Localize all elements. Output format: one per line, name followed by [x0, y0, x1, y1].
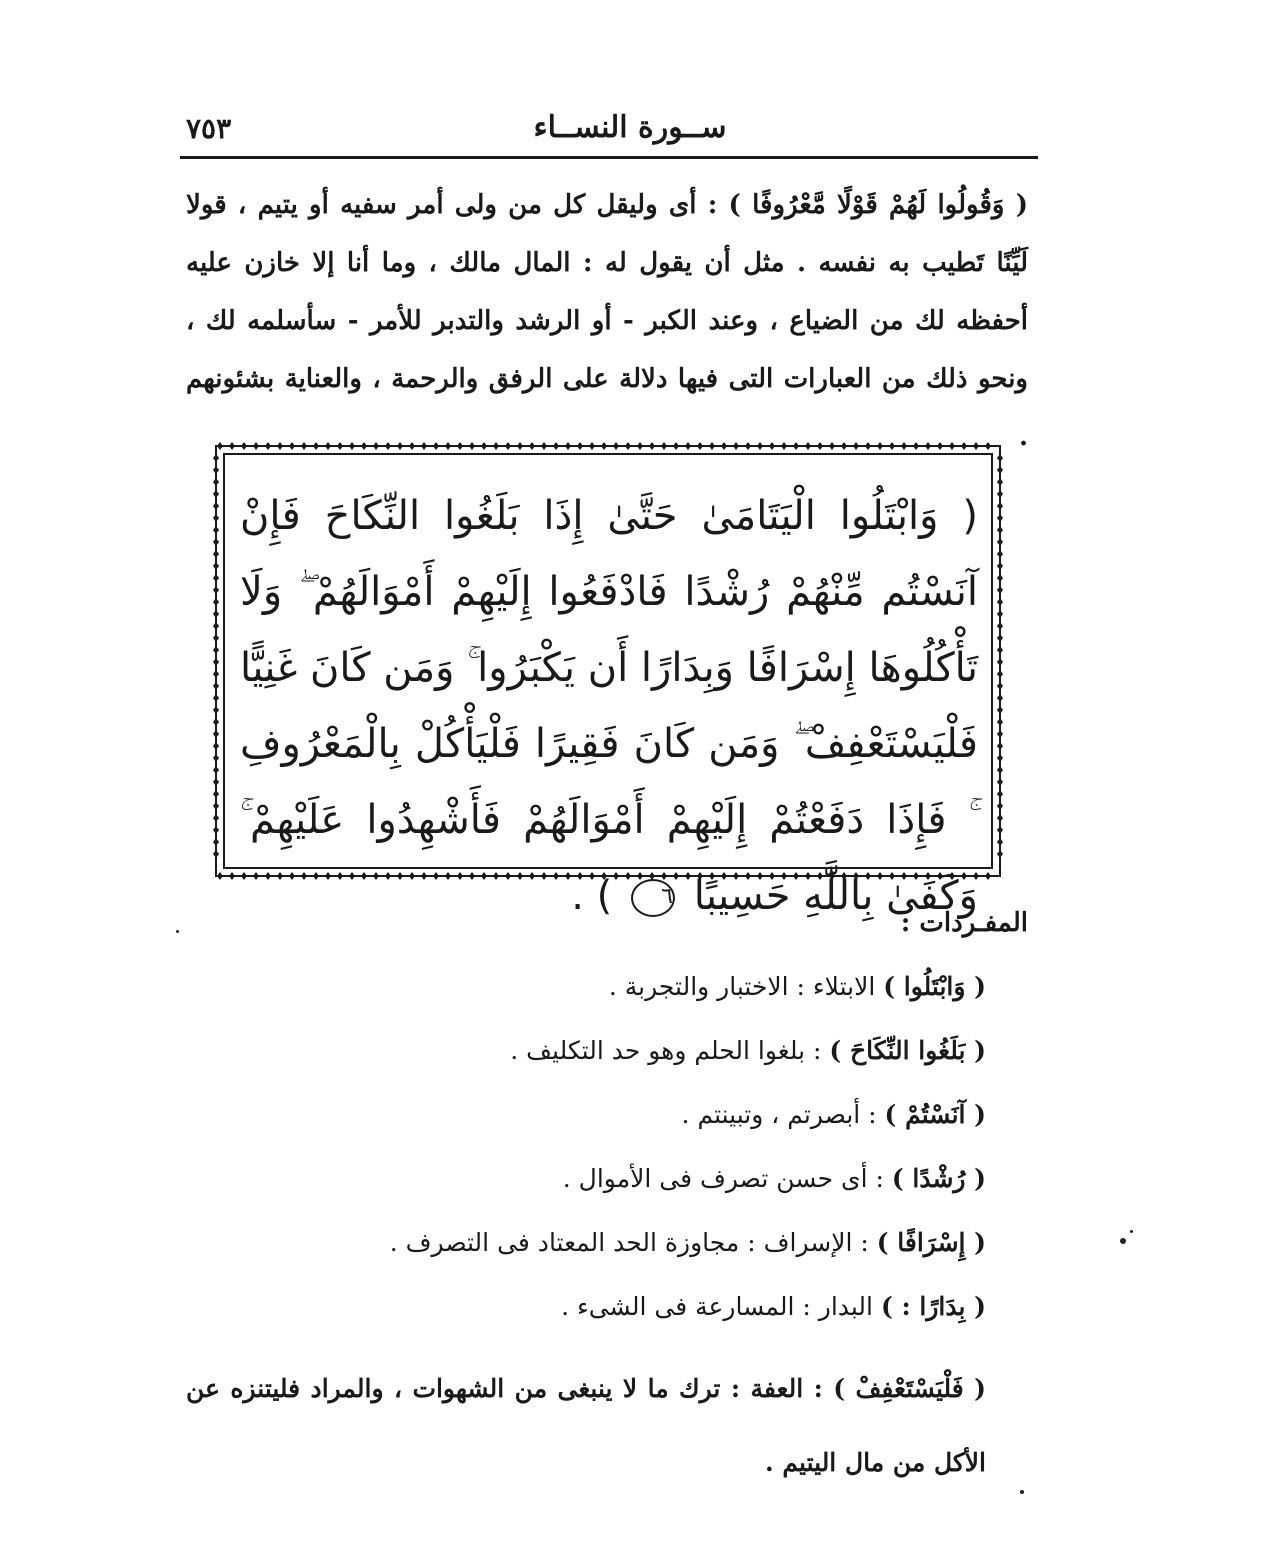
border-ornament	[213, 586, 219, 594]
border-ornament	[997, 754, 1003, 762]
border-ornament	[997, 766, 1003, 774]
border-ornament	[601, 442, 607, 450]
border-ornament	[577, 442, 583, 450]
border-ornament	[213, 814, 219, 822]
border-ornament	[997, 538, 1003, 546]
border-ornament	[997, 586, 1003, 594]
border-ornament	[997, 778, 1003, 786]
vocab-definition: : الإسراف : مجاوزة الحد المعتاد فى التصرف .	[389, 1228, 869, 1257]
border-ornament	[213, 646, 219, 654]
border-ornament	[445, 442, 451, 450]
vocab-term: ( آنَسْتُمْ )	[884, 1100, 986, 1129]
border-ornament	[421, 442, 427, 450]
border-ornament	[213, 790, 219, 798]
border-ornament	[213, 682, 219, 690]
verse-body: ( وَابْتَلُوا الْيَتَامَىٰ حَتَّىٰ إِذَا بَلَغُوا النِّكَاحَ فَإِنْ آنَسْتُم مِّنْهُمْ رُشْدًا فَادْفَعُوا إِلَيْهِمْ أَمْوَالَهُمْ ۖ وَلَا تَأْكُلُوهَا إِسْرَافًا وَبِدَارًا أَن يَكْبَرُوا ۚ وَمَن كَانَ غَنِيًّا فَلْيَسْتَعْفِفْ ۖ وَمَن كَانَ فَقِيرًا فَلْيَأْكُلْ بِالْمَعْرُوفِ ۚ فَإِذَا دَفَعْتُمْ إِلَيْهِمْ أَمْوَالَهُمْ فَأَشْهِدُوا عَلَيْهِمْ ۚ وَكَفَىٰ بِاللَّهِ حَسِيبًا	[240, 493, 978, 919]
border-ornament	[997, 730, 1003, 738]
verse-frame	[210, 440, 1006, 919]
border-ornament	[213, 766, 219, 774]
border-ornament	[213, 658, 219, 666]
border-ornament	[337, 442, 343, 450]
vocab-definition: : بلغوا الحلم وهو حد التكليف .	[510, 1036, 822, 1065]
border-ornament	[213, 574, 219, 582]
border-ornament	[733, 442, 739, 450]
border-ornament	[985, 442, 991, 450]
border-ornament	[325, 442, 331, 450]
border-ornament	[865, 442, 871, 450]
border-ornament	[493, 442, 499, 450]
vocab-definition: الابتلاء : الاختبار والتجربة .	[608, 972, 876, 1001]
quran-verse	[240, 478, 978, 934]
border-ornament	[745, 442, 751, 450]
border-ornament	[213, 742, 219, 750]
border-ornament	[213, 754, 219, 762]
border-ornament	[925, 442, 931, 450]
border-ornament	[961, 442, 967, 450]
border-ornament	[469, 442, 475, 450]
vocab-item-long	[186, 1352, 986, 1500]
border-ornament	[217, 442, 223, 450]
border-ornament	[997, 814, 1003, 822]
border-ornament	[997, 718, 1003, 726]
border-ornament	[213, 730, 219, 738]
border-ornament	[997, 802, 1003, 810]
border-ornament	[213, 838, 219, 846]
border-ornament	[457, 442, 463, 450]
border-ornament	[213, 538, 219, 546]
vocabulary-heading: المفـردات :	[900, 908, 1028, 938]
border-ornament	[997, 682, 1003, 690]
border-ornament	[213, 466, 219, 474]
border-ornament	[565, 442, 571, 450]
border-ornament	[829, 442, 835, 450]
border-ornament	[505, 442, 511, 450]
border-ornament	[997, 550, 1003, 558]
border-ornament	[997, 706, 1003, 714]
border-ornament	[213, 598, 219, 606]
border-ornament	[213, 478, 219, 486]
vocab-term: ( بِدَارًا : )	[880, 1292, 986, 1321]
border-ornament	[433, 442, 439, 450]
vocab-term: ( بَلَغُوا النِّكَاحَ )	[829, 1036, 986, 1065]
border-ornament	[997, 790, 1003, 798]
border-ornament	[213, 670, 219, 678]
border-ornament	[213, 634, 219, 642]
border-ornament	[349, 442, 355, 450]
border-ornament	[781, 442, 787, 450]
border-ornament	[793, 442, 799, 450]
vocab-item	[186, 1152, 986, 1216]
verse-closing: ) .	[571, 873, 613, 919]
border-ornament	[613, 442, 619, 450]
border-ornament	[997, 466, 1003, 474]
vocab-definition: : العفة : ترك ما لا ينبغى من الشهوات ، والمراد فليتنزه عن الأكل من مال اليتيم .	[186, 1374, 986, 1477]
border-ornament	[213, 610, 219, 618]
scan-speck	[1120, 1238, 1126, 1244]
border-ornament	[997, 838, 1003, 846]
border-ornament	[997, 694, 1003, 702]
border-ornament	[637, 442, 643, 450]
border-ornament	[361, 442, 367, 450]
border-ornament	[997, 850, 1003, 858]
border-ornament	[997, 670, 1003, 678]
border-ornament	[553, 442, 559, 450]
border-ornament	[589, 442, 595, 450]
border-ornament	[217, 872, 223, 880]
border-ornament	[213, 850, 219, 858]
border-ornament	[213, 694, 219, 702]
vocab-item	[186, 1024, 986, 1088]
border-ornament	[997, 574, 1003, 582]
border-ornament	[997, 514, 1003, 522]
border-ornament	[213, 826, 219, 834]
border-ornament	[529, 442, 535, 450]
vocab-definition: : أبصرتم ، وتبينتم .	[681, 1100, 877, 1129]
border-ornament	[213, 802, 219, 810]
ayah-number-marker: ٦	[631, 879, 675, 917]
border-ornament	[973, 442, 979, 450]
border-ornament	[241, 442, 247, 450]
border-ornament	[409, 442, 415, 450]
vocab-term: ( فَلْيَسْتَعْفِفْ )	[833, 1374, 986, 1403]
border-ornament	[913, 442, 919, 450]
border-ornament	[997, 646, 1003, 654]
border-ornament	[213, 622, 219, 630]
border-ornament	[757, 442, 763, 450]
border-ornament	[997, 658, 1003, 666]
border-ornament	[949, 442, 955, 450]
border-ornament	[997, 610, 1003, 618]
border-ornament	[213, 502, 219, 510]
border-ornament	[997, 826, 1003, 834]
border-ornament	[649, 442, 655, 450]
border-ornament	[481, 442, 487, 450]
border-ornament	[901, 442, 907, 450]
border-ornament	[213, 706, 219, 714]
border-ornament	[817, 442, 823, 450]
vocab-definition: : أى حسن تصرف فى الأموال .	[562, 1164, 884, 1193]
page-number: ٧٥٣	[186, 112, 232, 145]
border-ornament	[213, 778, 219, 786]
border-ornament	[661, 442, 667, 450]
scan-speck	[1020, 1490, 1024, 1494]
border-ornament	[373, 442, 379, 450]
border-ornament	[229, 442, 235, 450]
scan-speck	[1130, 1230, 1133, 1233]
border-ornament	[721, 442, 727, 450]
header-rule	[180, 156, 1038, 159]
vocab-item	[186, 1280, 986, 1344]
commentary-paragraph: ( وَقُولُوا لَهُمْ قَوْلًا مَّعْرُوفًا ) : أى وليقل كل من ولى أمر سفيه أو يتيم ، قولا لَيِّنًا تَطيب به نفسه . مثل أن يقول له : المال مالك ، وما أنا إلا خازن عليه أحفظه لك من الضياع ، وعند الكبر - أو الرشد والتدبر للأمر - سأسلمه لك ، ونحو ذلك من العبارات التى فيها دلالة على الرفق والرحمة ، والعناية بشئونهم .	[186, 190, 1028, 452]
border-ornament	[709, 442, 715, 450]
vocab-term: ( إِسْرَافًا )	[876, 1228, 986, 1257]
border-ornament	[997, 478, 1003, 486]
border-ornament	[313, 442, 319, 450]
border-ornament	[985, 872, 991, 880]
vocab-term: ( رُشْدًا )	[891, 1164, 986, 1193]
border-ornament	[769, 442, 775, 450]
scan-speck	[176, 930, 179, 933]
border-ornament	[213, 550, 219, 558]
vocab-item	[186, 1088, 986, 1152]
border-ornament	[997, 454, 1003, 462]
border-ornament	[937, 442, 943, 450]
border-ornament	[625, 442, 631, 450]
border-ornament	[397, 442, 403, 450]
border-ornament	[805, 442, 811, 450]
border-ornament	[853, 442, 859, 450]
border-ornament	[685, 442, 691, 450]
vocab-term: ( وَابْتَلُوا )	[883, 972, 986, 1001]
border-ornament	[697, 442, 703, 450]
border-ornament	[997, 502, 1003, 510]
border-ornament	[213, 514, 219, 522]
border-ornament	[213, 454, 219, 462]
border-ornament	[265, 442, 271, 450]
border-ornament	[301, 442, 307, 450]
vocab-item	[186, 1216, 986, 1280]
border-ornament	[541, 442, 547, 450]
border-ornament	[277, 442, 283, 450]
border-ornament	[517, 442, 523, 450]
border-ornament	[213, 562, 219, 570]
border-ornament	[841, 442, 847, 450]
border-ornament	[213, 490, 219, 498]
border-ornament	[253, 442, 259, 450]
vocab-item	[186, 960, 986, 1024]
border-ornament	[889, 442, 895, 450]
border-ornament	[213, 526, 219, 534]
border-ornament	[997, 562, 1003, 570]
border-ornament	[997, 526, 1003, 534]
vocabulary-list	[186, 960, 986, 1344]
border-ornament	[229, 872, 235, 880]
surah-title: ســورة النســاء	[533, 110, 727, 145]
border-ornament	[997, 742, 1003, 750]
border-ornament	[997, 490, 1003, 498]
border-ornament	[385, 442, 391, 450]
border-ornament	[877, 442, 883, 450]
border-ornament	[997, 634, 1003, 642]
border-ornament	[997, 598, 1003, 606]
border-ornament	[997, 622, 1003, 630]
border-ornament	[673, 442, 679, 450]
border-ornament	[213, 718, 219, 726]
border-ornament	[289, 442, 295, 450]
vocab-definition: البدار : المسارعة فى الشىء .	[561, 1292, 873, 1321]
